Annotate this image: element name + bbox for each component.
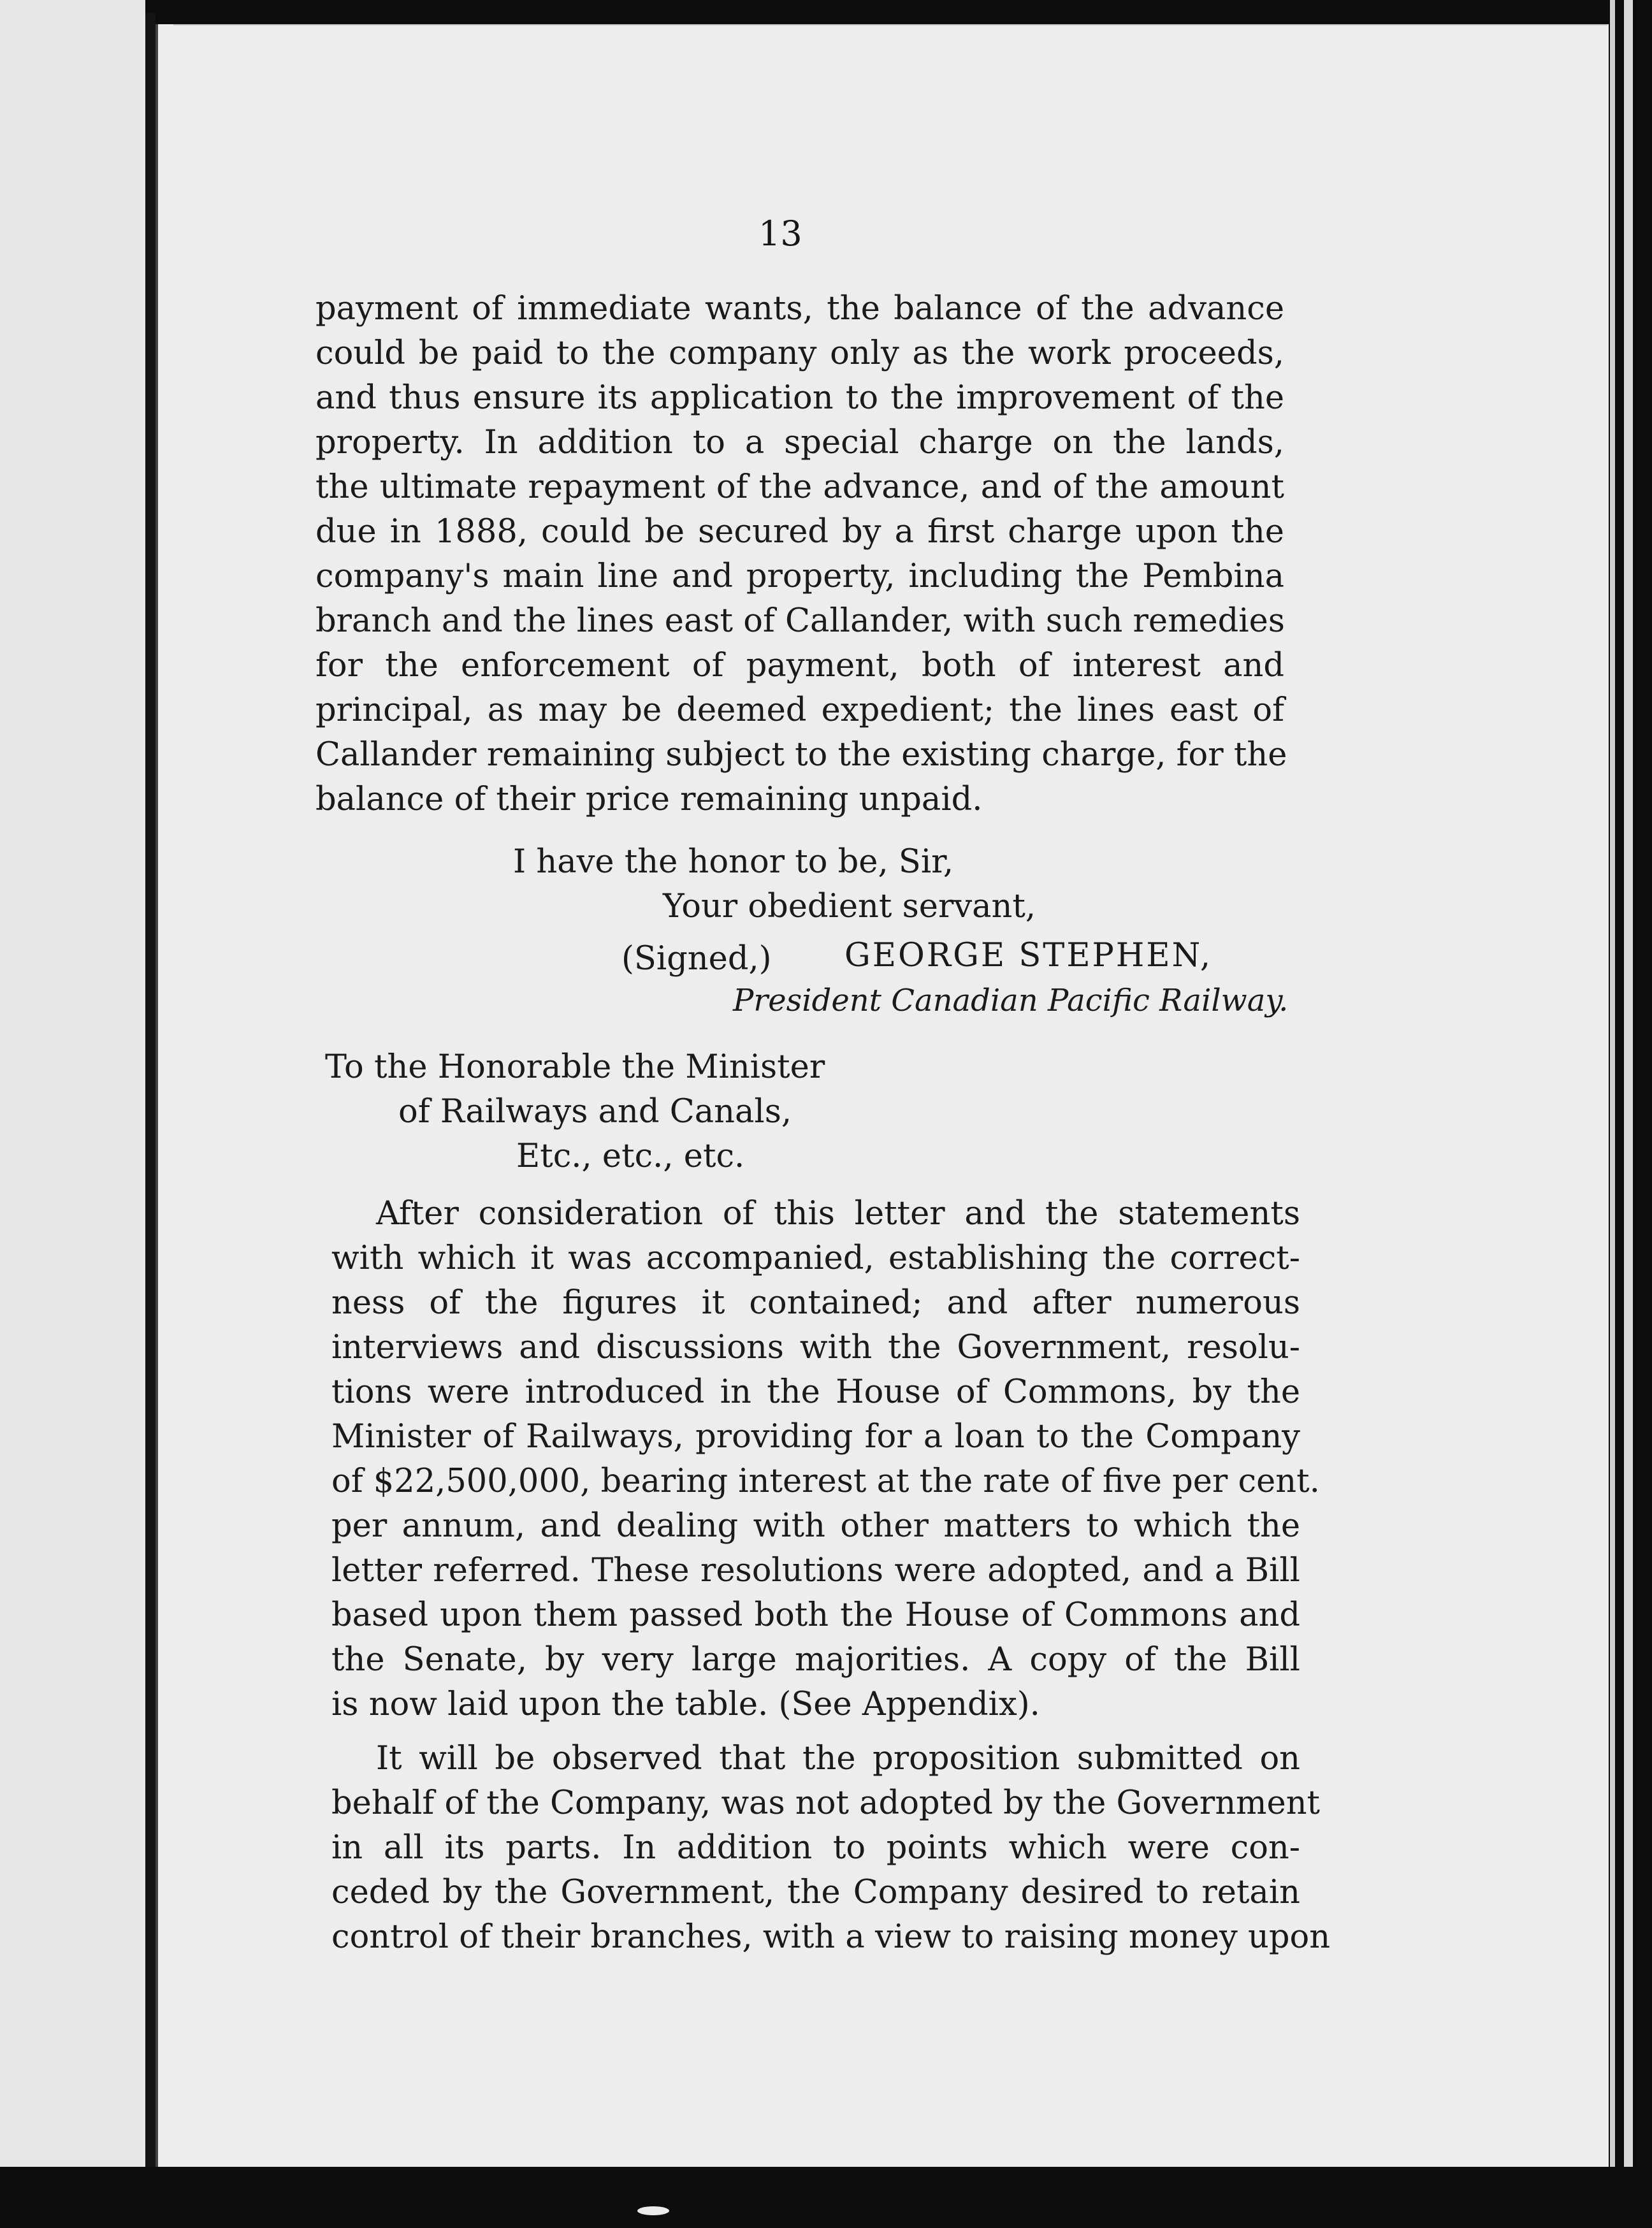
page-number: 13 <box>758 213 802 254</box>
text-line: It will be observed that the proposition submitted on <box>376 1740 1300 1777</box>
text-line: ness of the figures it contained; and after numerous <box>331 1284 1300 1322</box>
text-line: of $22,500,000, bearing interest at the rate of five per cent. <box>331 1463 1320 1500</box>
text-line: After consideration of this letter and the statements <box>376 1195 1300 1233</box>
text-line: behalf of the Company, was not adopted by the Government <box>331 1784 1321 1822</box>
text-line: ceded by the Government, the Company desired to retain <box>331 1874 1300 1911</box>
address-line: Etc., etc., etc. <box>516 1138 745 1175</box>
scan-bottom-border <box>0 2167 1652 2228</box>
signatory-name: GEORGE STEPHEN, <box>844 937 1213 974</box>
text-line: control of their branches, with a view to raising money upon <box>331 1918 1331 1956</box>
text-line: the ultimate repayment of the advance, and of the amount <box>315 468 1284 506</box>
text-line: Callander remaining subject to the existing charge, for the <box>315 736 1287 774</box>
right-page-edge <box>1610 0 1615 2199</box>
facing-page-edge <box>0 0 145 2167</box>
signatory-title: President Canadian Pacific Railway. <box>733 983 1289 1018</box>
text-line: company's main line and property, including the Pembina <box>315 558 1284 595</box>
text-line: and thus ensure its application to the improvement of the <box>315 379 1284 417</box>
text-line: branch and the lines east of Callander, with such remedies <box>315 602 1285 640</box>
text-line: property. In addition to a special charge on the lands, <box>315 424 1284 461</box>
text-line: in all its parts. In addition to points which were con- <box>331 1829 1300 1867</box>
right-page-edge-outer <box>1624 0 1633 2199</box>
text-line: per annum, and dealing with other matters to which the <box>331 1507 1300 1545</box>
text-line: letter referred. These resolutions were adopted, and a Bill <box>331 1552 1300 1589</box>
closing-servant: Your obedient servant, <box>663 888 1036 925</box>
text-line: based upon them passed both the House of Commons and <box>331 1596 1300 1634</box>
scan-mark <box>637 2206 669 2215</box>
text-line: could be paid to the company only as the work proceeds, <box>315 335 1284 372</box>
signed-label: (Signed,) <box>621 940 772 978</box>
text-line: principal, as may be deemed expedient; the lines east of <box>315 691 1284 729</box>
text-line: balance of their price remaining unpaid. <box>315 781 983 818</box>
address-line: To the Honorable the Minister <box>325 1048 825 1086</box>
text-line: the Senate, by very large majorities. A copy of the Bill <box>331 1641 1300 1679</box>
text-line: for the enforcement of payment, both of interest and <box>315 647 1284 684</box>
text-line: Minister of Railways, providing for a loan to the Company <box>331 1418 1300 1456</box>
closing-honor: I have the honor to be, Sir, <box>513 843 954 881</box>
text-line: tions were introduced in the House of Commons, by the <box>331 1373 1300 1411</box>
binding-gutter <box>145 13 156 2167</box>
text-line: with which it was accompanied, establishing the correct- <box>331 1240 1300 1277</box>
address-line: of Railways and Canals, <box>398 1093 792 1131</box>
text-line: interviews and discussions with the Government, resolu- <box>331 1329 1300 1366</box>
text-line: is now laid upon the table. (See Appendix). <box>331 1686 1040 1723</box>
text-line: due in 1888, could be secured by a first charge upon the <box>315 513 1284 551</box>
text-line: payment of immediate wants, the balance of the advance <box>315 290 1284 328</box>
